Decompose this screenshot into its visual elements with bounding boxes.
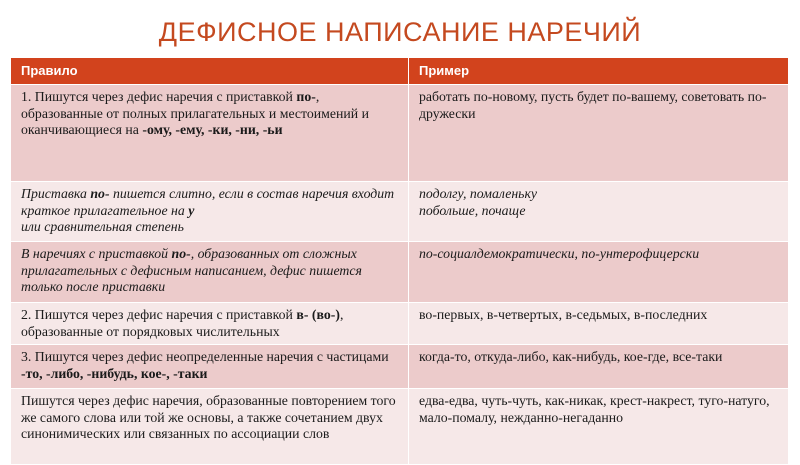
cell-text: по-: [296, 89, 316, 104]
cell-text: , образованные от полных прилагательных и местоимений и оканчивающиеся на: [21, 89, 370, 137]
cell-text: Пишутся через дефис наречия, образованные повторением того же самого слова или той же основы, а также сочетанием двух синонимических или связанных по ассоциации слов: [21, 393, 396, 441]
cell-text: 3. Пишутся через дефис неопределенные наречия с частицами: [21, 349, 389, 364]
example-cell: [409, 242, 789, 303]
table-row: [11, 182, 789, 242]
cell-text: или сравнительная степень: [21, 219, 184, 234]
table-row: [11, 389, 789, 465]
cell-text: 1. Пишутся через дефис наречия с приставкой: [21, 89, 297, 104]
table-header-row: [11, 58, 789, 85]
cell-text: побольше, почаще: [419, 202, 526, 218]
rule-cell: [11, 182, 409, 242]
header-rule: Правило: [11, 58, 409, 85]
table-row: [11, 345, 789, 389]
header-example: Пример: [409, 58, 789, 85]
cell-text: -ому, -ему, -ки, -ни, -ьи: [142, 122, 283, 137]
table-row: [11, 303, 789, 345]
example-cell: [409, 345, 789, 389]
example-cell: [409, 389, 789, 465]
page-title: ДЕФИСНОЕ НАПИСАНИЕ НАРЕЧИЙ: [158, 17, 642, 47]
cell-text: когда-то, откуда-либо, как-нибудь, кое-где, все-таки: [419, 349, 723, 364]
cell-text: у: [188, 202, 195, 218]
rule-cell: [11, 389, 409, 465]
rule-cell: [11, 345, 409, 389]
cell-text: по-: [90, 186, 110, 201]
rule-cell: [11, 242, 409, 303]
cell-text: В наречиях с приставкой: [21, 246, 172, 261]
cell-text: 2. Пишутся через дефис наречия с приставкой: [21, 307, 297, 322]
rule-cell: [11, 303, 409, 345]
cell-text: во-первых, в-четвертых, в-седьмых, в-последних: [419, 307, 708, 322]
cell-text: в- (во-): [296, 307, 340, 322]
cell-text: по-социалдемократически, по-унтерофицерски: [419, 246, 700, 261]
rule-cell: [11, 85, 409, 182]
cell-text: пишется слитно, если в состав наречия входит краткое прилагательное на: [21, 186, 395, 218]
example-cell: [409, 182, 789, 242]
rules-table: [10, 57, 789, 465]
cell-text: , образованные от порядковых числительных: [21, 307, 344, 339]
cell-text: -то, -либо, -нибудь, кое-, -таки: [21, 365, 208, 381]
cell-text: по-: [171, 246, 191, 261]
cell-text: подолгу, помаленьку: [419, 186, 538, 201]
table-row: [11, 242, 789, 303]
table-row: [11, 85, 789, 182]
cell-text: Приставка: [21, 186, 91, 201]
cell-text: работать по-новому, пусть будет по-вашему, советовать по-дружески: [419, 89, 767, 121]
example-cell: [409, 85, 789, 182]
cell-text: едва-едва, чуть-чуть, как-никак, крест-накрест, туго-натуго, мало-помалу, нежданно-негаданно: [419, 393, 770, 425]
cell-text: , образованных от сложных прилагательных с дефисным написанием, дефис пишется только после приставки: [21, 246, 362, 294]
example-cell: [409, 303, 789, 345]
